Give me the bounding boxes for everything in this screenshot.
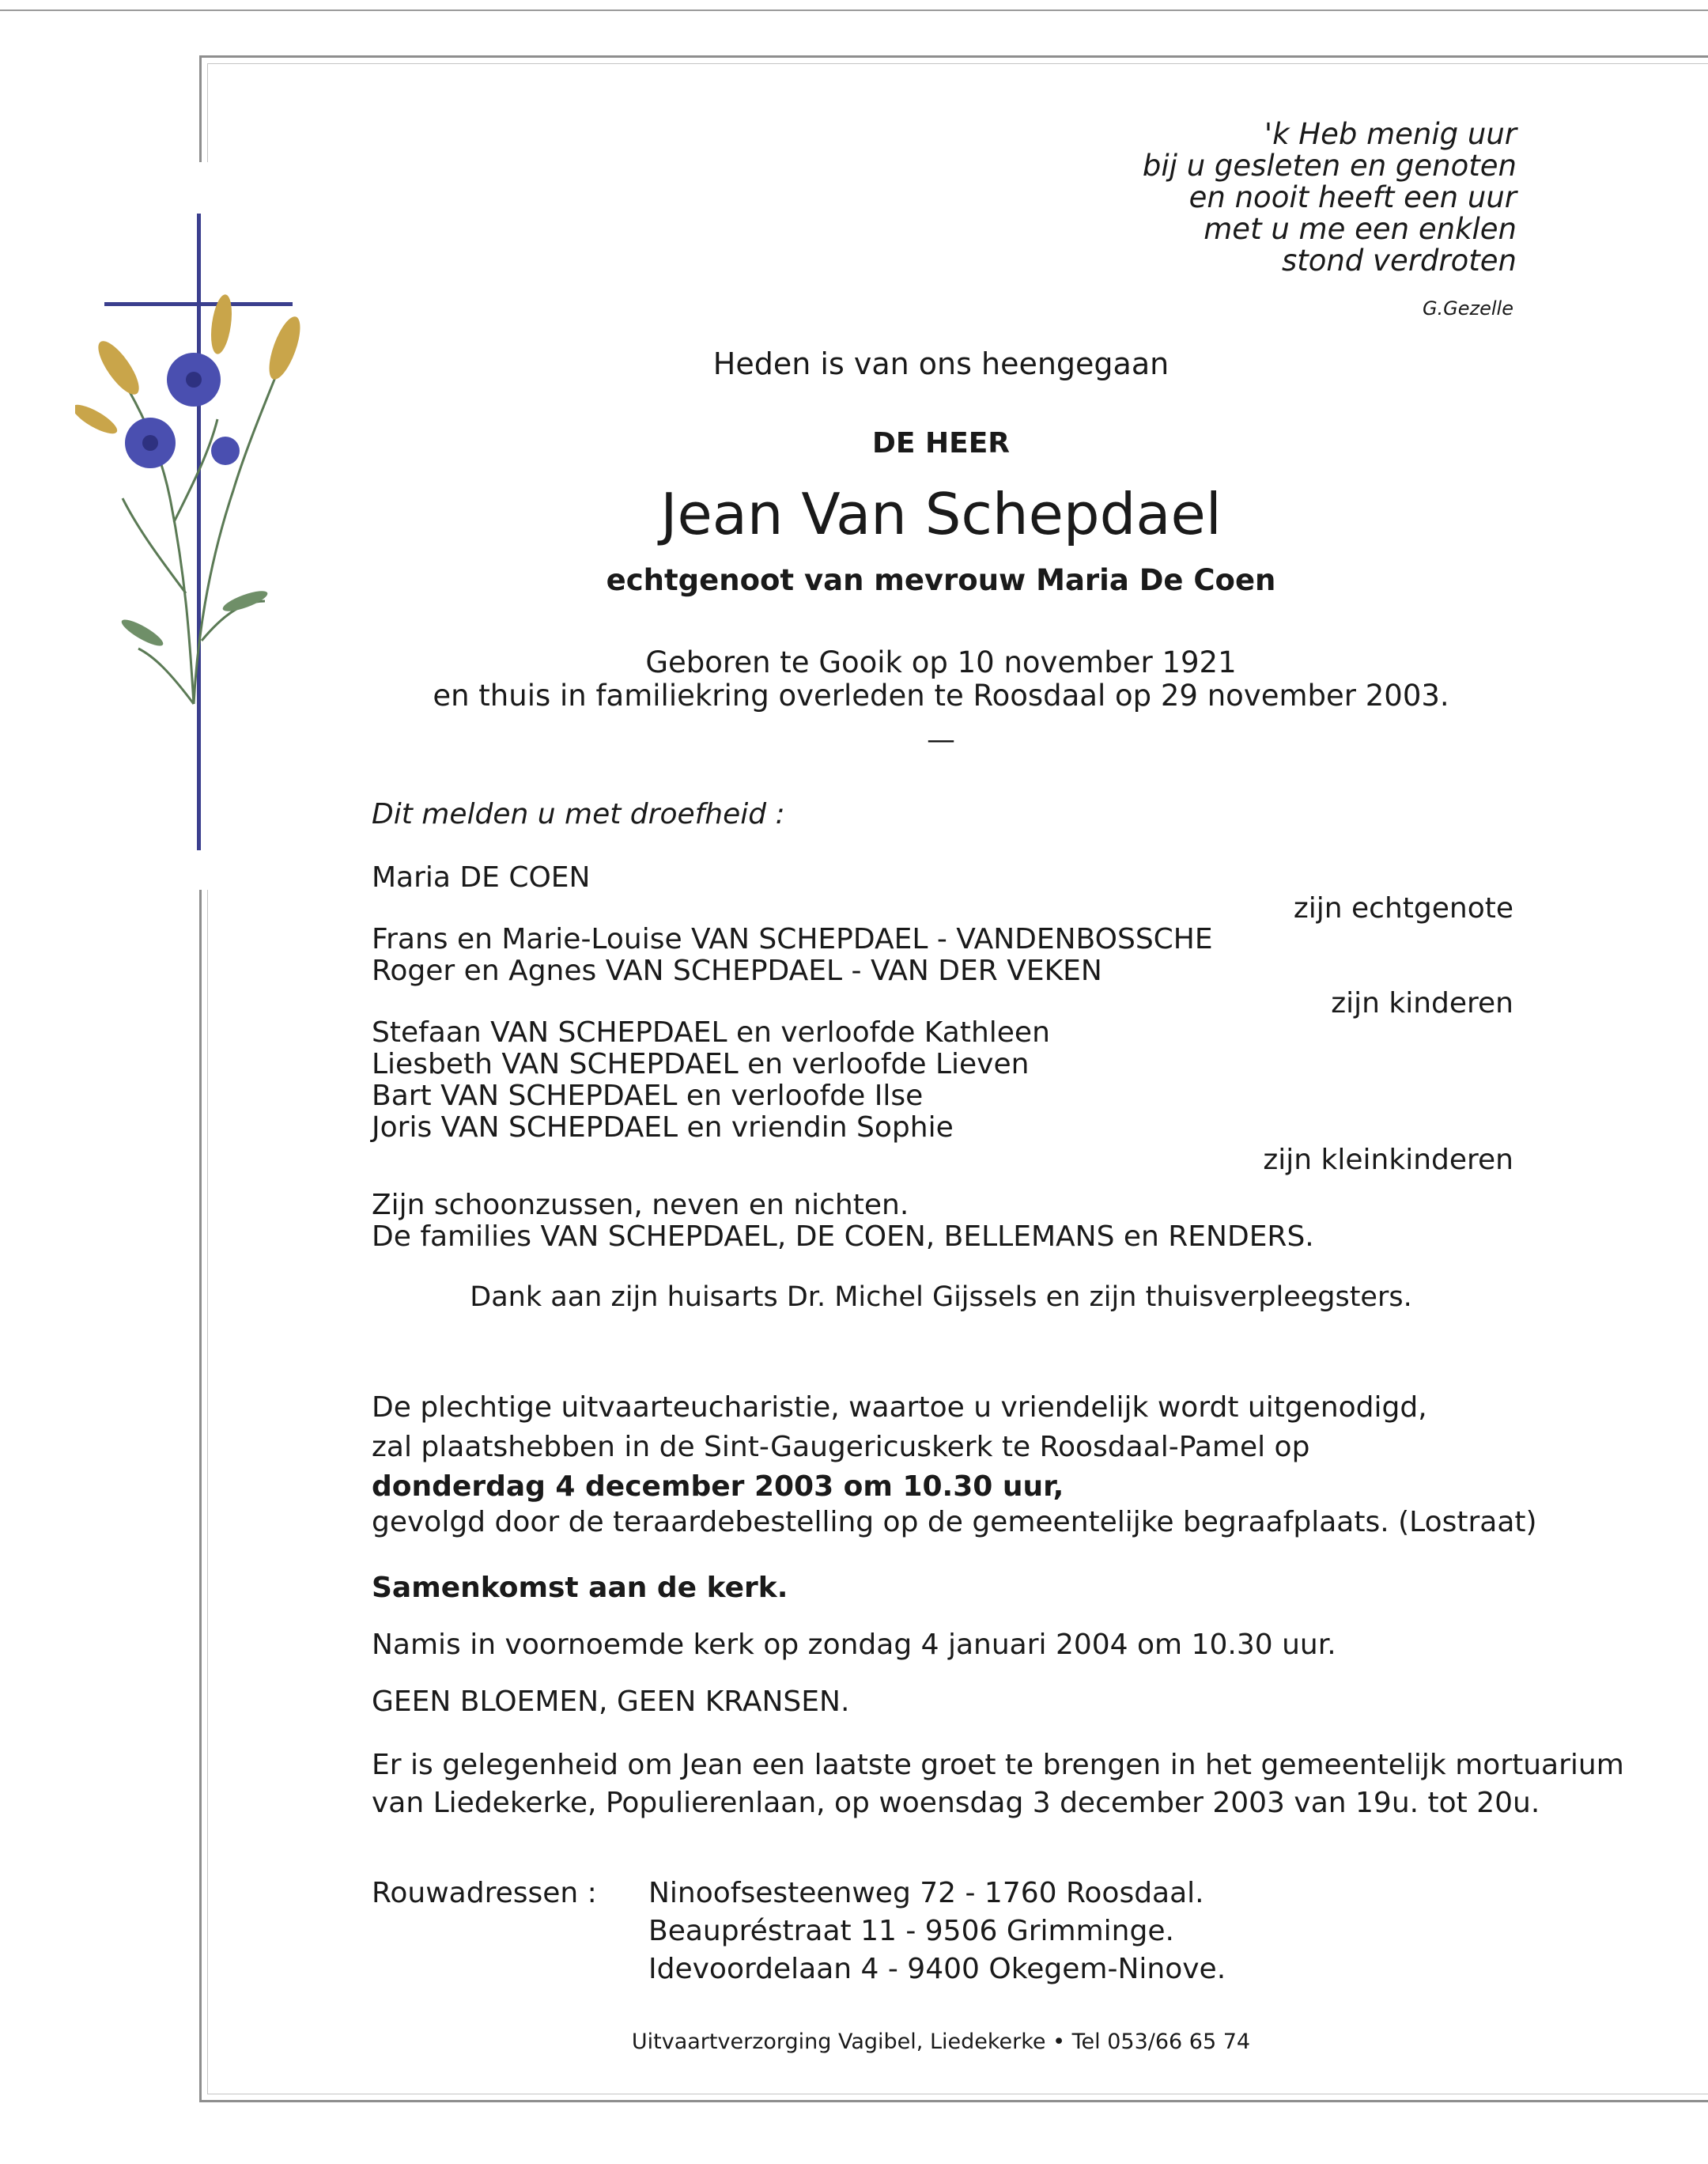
death-line: en thuis in familiekring overleden te Roosdaal op 29 november 2003. [433, 679, 1449, 713]
grandchild-1: Stefaan VAN SCHEPDAEL en verloofde Kathleen [372, 1016, 1050, 1049]
poem-author: G.Gezelle [1422, 297, 1513, 320]
funeral-line-2: zal plaatshebben in de Sint-Gaugericuskerk te Roosdaal-Pamel op [372, 1431, 1310, 1463]
grandchildren-relation: zijn kleinkinderen [1263, 1144, 1513, 1176]
funeral-line-1: De plechtige uitvaarteucharistie, waartoe u vriendelijk wordt uitgenodigd, [372, 1391, 1427, 1424]
grandchild-4: Joris VAN SCHEPDAEL en vriendin Sophie [372, 1111, 954, 1144]
poem-line-4: met u me een enklen [1204, 212, 1517, 246]
children-relation: zijn kinderen [1331, 987, 1513, 1020]
addresses-label: Rouwadressen : [372, 1877, 597, 1909]
top-rule [0, 9, 1708, 11]
honorific: DE HEER [871, 427, 1011, 460]
poem-line-3: en nooit heeft een uur [1188, 180, 1517, 214]
spouse-relation: zijn echtgenote [1293, 892, 1513, 925]
cornflower-wheat-icon [75, 261, 312, 736]
child-2: Roger en Agnes VAN SCHEPDAEL - VAN DER VEKEN [372, 955, 1102, 987]
announcement-lead: Dit melden u met droefheid : [372, 798, 785, 830]
others-line-1: Zijn schoonzussen, neven en nichten. [372, 1189, 909, 1221]
visit-line-2: van Liedekerke, Populierenlaan, op woensdag 3 december 2003 van 19u. tot 20u. [372, 1787, 1540, 1819]
intro-text: Heden is van ons heengegaan [712, 346, 1170, 381]
thanks-line: Dank aan zijn huisarts Dr. Michel Gijssels en zijn thuisverpleegsters. [470, 1281, 1412, 1313]
birth-line: Geboren te Gooik op 10 november 1921 [645, 645, 1237, 679]
poem-line-1: 'k Heb menig uur [1264, 117, 1517, 151]
deceased-name: Jean Van Schepdael [660, 481, 1222, 547]
funeral-director: Uitvaartverzorging Vagibel, Liedekerke • Tel 053/66 65 74 [631, 2030, 1251, 2054]
child-1: Frans en Marie-Louise VAN SCHEPDAEL - VANDENBOSSCHE [372, 923, 1213, 955]
grandchild-3: Bart VAN SCHEPDAEL en verloofde Ilse [372, 1080, 924, 1112]
poem-line-5: stond verdroten [1281, 244, 1517, 278]
others-line-2: De families VAN SCHEPDAEL, DE COEN, BELLEMANS en RENDERS. [372, 1220, 1314, 1253]
address-2: Beaupréstraat 11 - 9506 Grimminge. [648, 1915, 1174, 1947]
separator-dash: — [927, 724, 955, 756]
funeral-line-4: gevolgd door de teraardebestelling op de gemeentelijke begraafplaats. (Lostraat) [372, 1506, 1537, 1538]
funeral-date: donderdag 4 december 2003 om 10.30 uur, [372, 1470, 1064, 1503]
gathering-note: Samenkomst aan de kerk. [372, 1572, 788, 1604]
spouse-line: echtgenoot van mevrouw Maria De Coen [606, 563, 1276, 597]
address-3: Idevoordelaan 4 - 9400 Okegem-Ninove. [648, 1953, 1226, 1985]
no-flowers-note: GEEN BLOEMEN, GEEN KRANSEN. [372, 1685, 850, 1718]
spouse-name: Maria DE COEN [372, 861, 591, 894]
grandchild-2: Liesbeth VAN SCHEPDAEL en verloofde Lieven [372, 1048, 1030, 1080]
poem-line-2: bij u gesleten en genoten [1142, 149, 1517, 183]
address-1: Ninoofsesteenweg 72 - 1760 Roosdaal. [648, 1877, 1204, 1909]
visit-line-1: Er is gelegenheid om Jean een laatste groet te brengen in het gemeentelijk mortuarium [372, 1749, 1624, 1781]
namis-line: Namis in voornoemde kerk op zondag 4 januari 2004 om 10.30 uur. [372, 1629, 1336, 1661]
